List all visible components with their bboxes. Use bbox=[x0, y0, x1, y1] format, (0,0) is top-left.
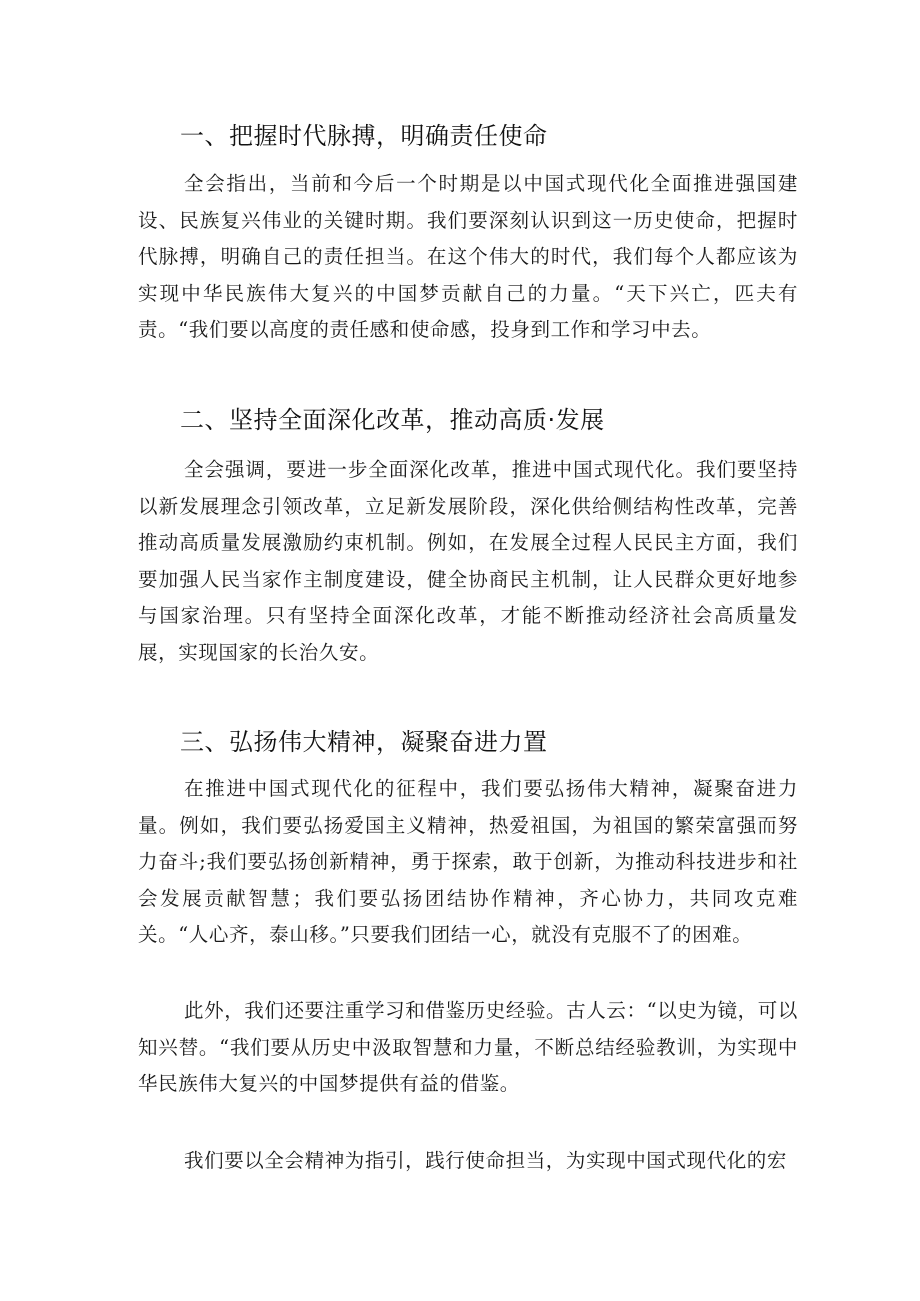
section-heading-3: 三、弘扬伟大精神，凝聚奋进力置 bbox=[180, 728, 548, 756]
section-heading-1: 一、把握时代脉搏，明确责任使命 bbox=[180, 122, 548, 150]
section-heading-2: 二、坚持全面深化改革，推动高质·发展 bbox=[180, 406, 605, 434]
section-2-paragraph-1: 全会强调，要进一步全面深化改革，推进中国式现代化。我们要坚持以新发展理念引领改革，立足新发展阶段，深化供给侧结构性改革，完善推动高质量发展激励约束机制。例如，在发展全过程人民民主方面，我们要加强人民当家作主制度建设，健全协商民主机制，让人民群众更好地参与国家治理。只有坚持全面深化改革，才能不断推动经济社会高质量发展，实现国家的长治久安。 bbox=[138, 458, 798, 664]
section-3-paragraph-1: 在推进中国式现代化的征程中，我们要弘扬伟大精神，凝聚奋进力量。例如，我们要弘扬爱国主义精神，热爱祖国，为祖国的繁荣富强而努力奋斗;我们要弘扬创新精神，勇于探索，敢于创新，为推动科技进步和社会发展贡献智慧；我们要弘扬团结协作精神，齐心协力，共同攻克难关。“人心齐，泰山移。”只要我们团结一心，就没有克服不了的困难。 bbox=[138, 777, 798, 946]
section-1-paragraph-1: 全会指出，当前和今后一个时期是以中国式现代化全面推进强国建设、民族复兴伟业的关键时期。我们要深刻认识到这一历史使命，把握时代脉搏，明确自己的责任担当。在这个伟大的时代，我们每个人都应该为实现中华民族伟大复兴的中国梦贡献自己的力量。“天下兴亡，匹夫有责。“我们要以高度的责任感和使命感，投身到工作和学习中去。 bbox=[138, 172, 798, 341]
section-3-paragraph-3: 我们要以全会精神为指引，践行使命担当，为实现中国式现代化的宏 bbox=[184, 1149, 788, 1172]
section-3-paragraph-2: 此外，我们还要注重学习和借鉴历史经验。古人云：“以史为镜，可以知兴替。“我们要从历史中汲取智慧和力量，不断总结经验教训，为实现中华民族伟大复兴的中国梦提供有益的借鉴。 bbox=[138, 999, 798, 1095]
